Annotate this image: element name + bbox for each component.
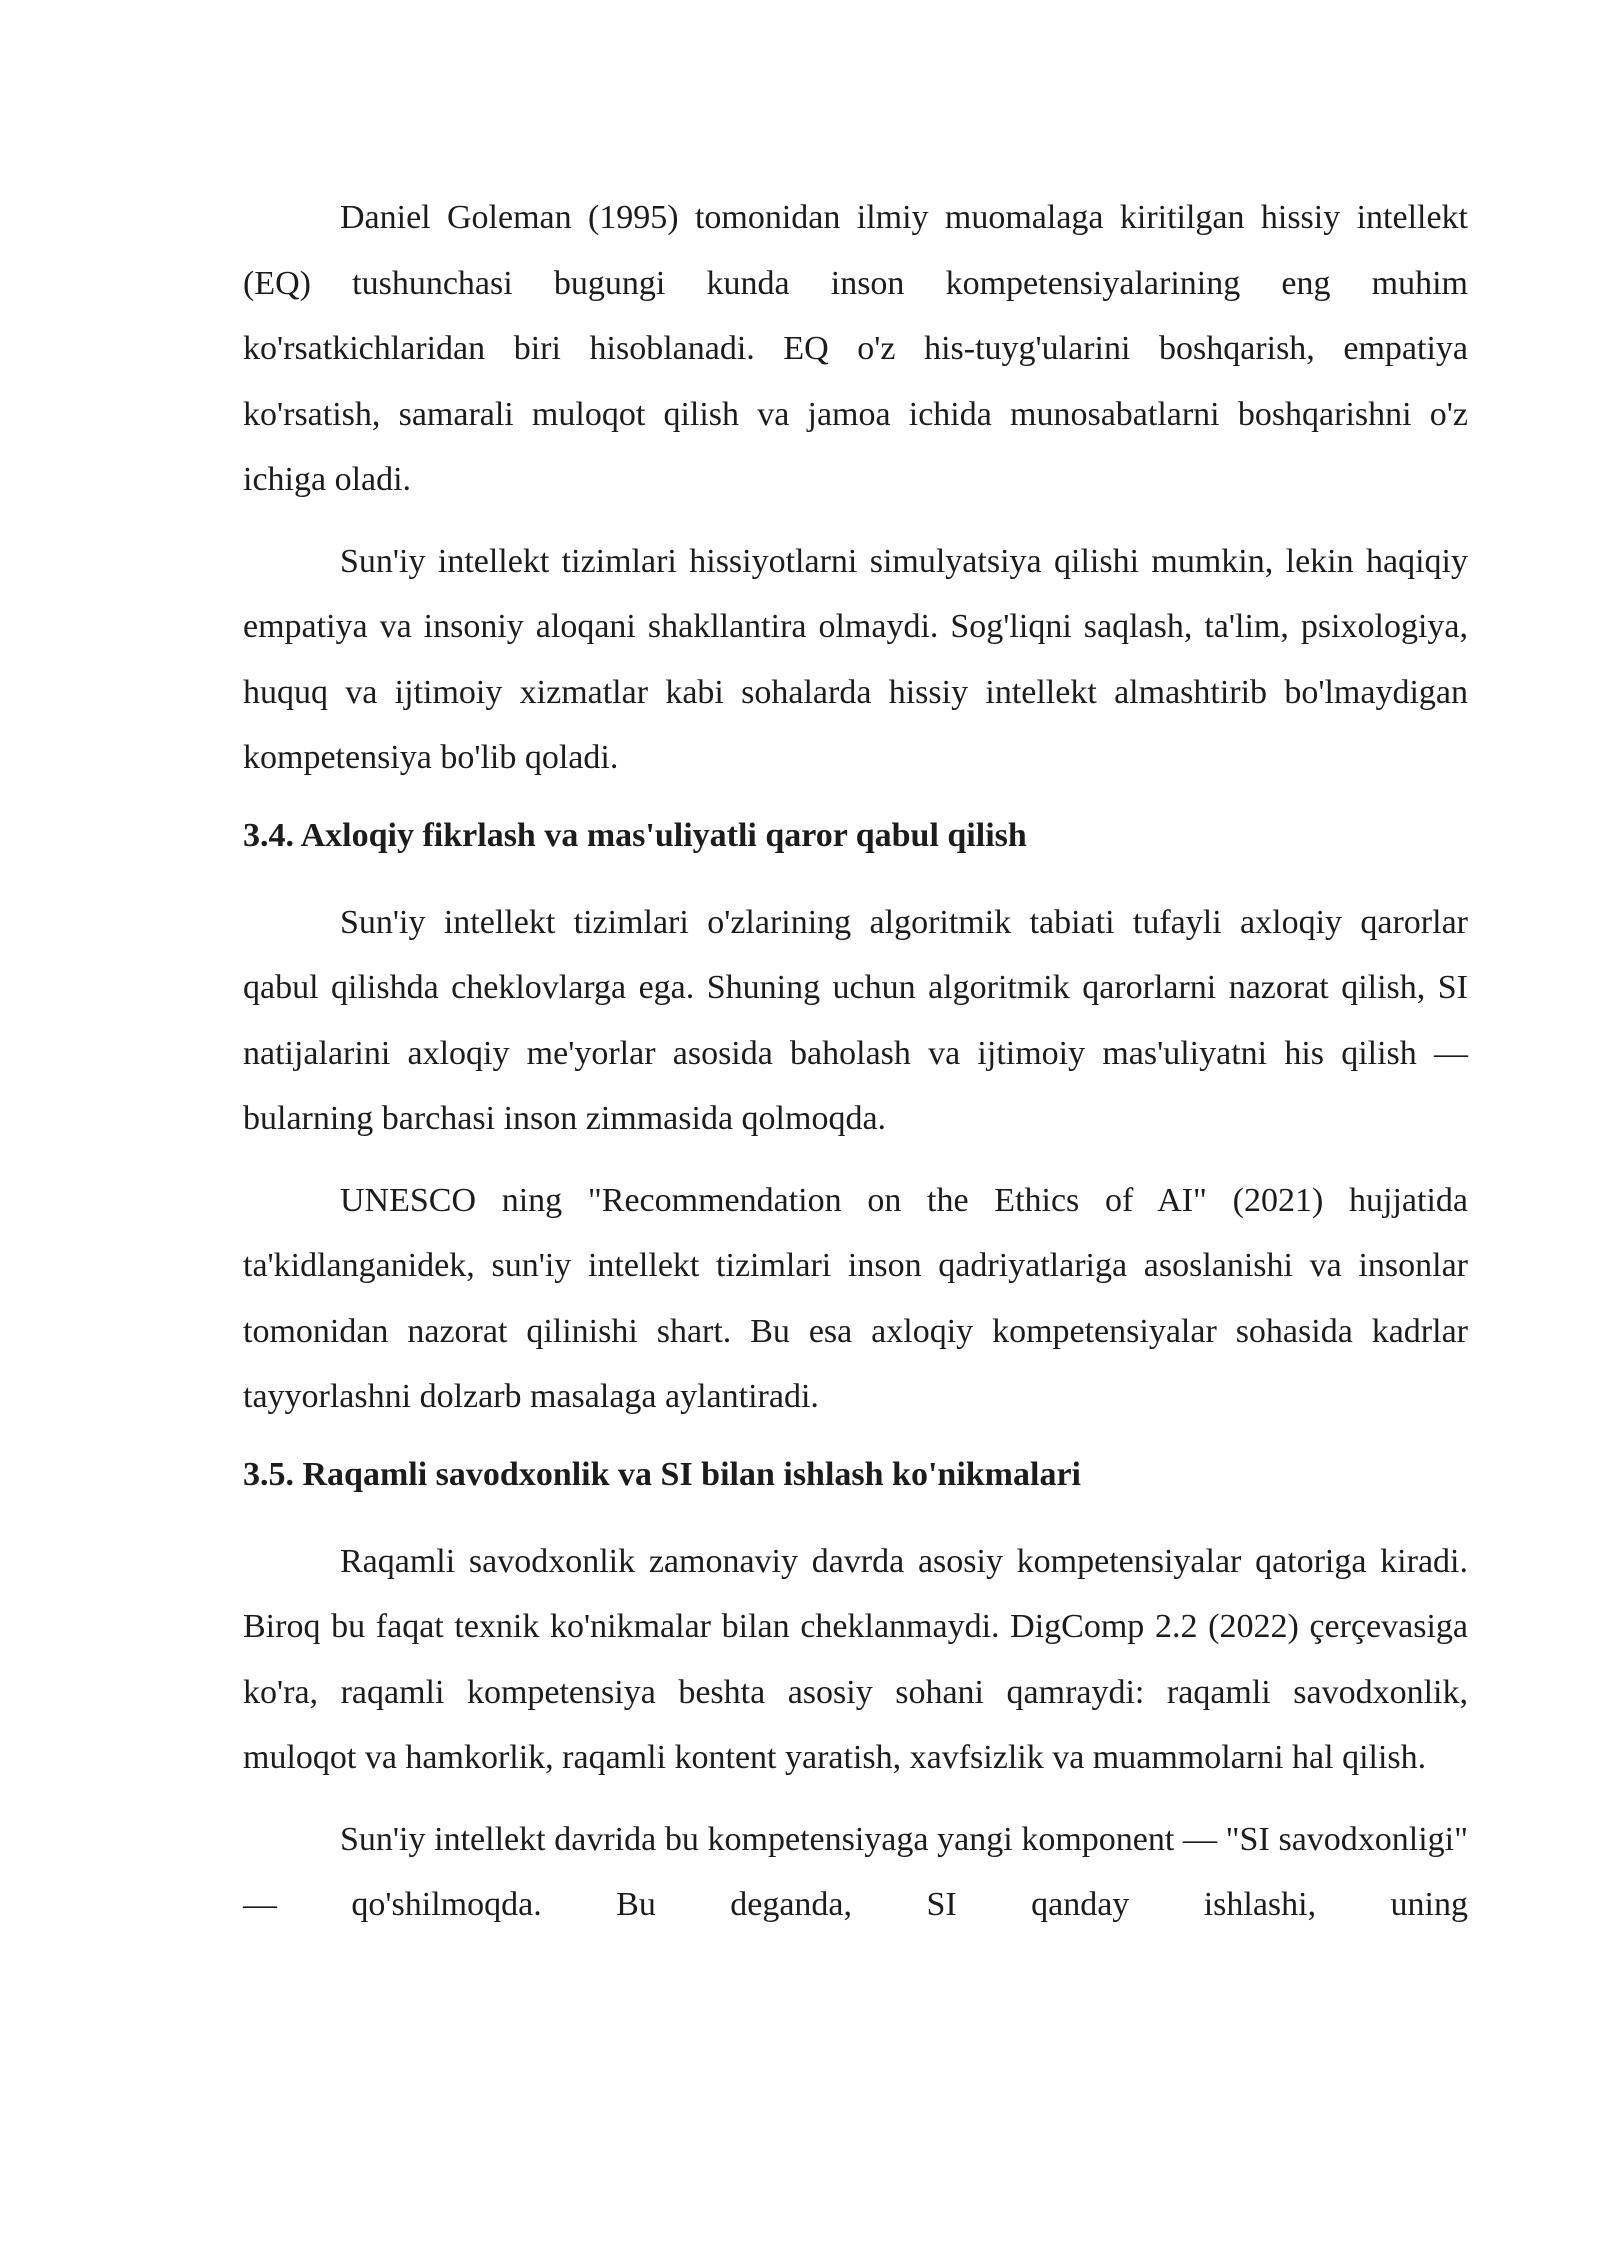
paragraph-unesco-ethics: UNESCO ning "Recommendation on the Ethics of AI" (2021) hujjatida ta'kidlanganidek, sun'iy intellekt tizimlari inson qadriyatlariga asoslanishi va insonlar tomonidan nazorat qilinishi shart. Bu esa axloqiy kompetensiyalar sohasida kadrlar tayyorlashni dolzarb masalaga aylantiradi. bbox=[243, 1181, 1468, 1415]
paragraph-eq-definition: Daniel Goleman (1995) tomonidan ilmiy muomalaga kiritilgan hissiy intellekt (EQ) tushunchasi bugungi kunda inson kompetensiyalarining eng muhim ko'rsatkichlaridan biri hisoblanadi. EQ o'z his-tuyg'ularini boshqarish, empatiya ko'rsatish, samarali muloqot qilish va jamoa ichida munosabatlarni boshqarishni o'z ichiga oladi. bbox=[243, 199, 1468, 498]
section-heading-3-4: 3.4. Axloqiy fikrlash va mas'uliyatli qaror qabul qilish bbox=[243, 816, 1027, 854]
paragraph-ai-empathy: Sun'iy intellekt tizimlari hissiyotlarni simulyatsiya qilishi mumkin, lekin haqiqiy empatiya va insoniy aloqani shakllantira olmaydi. Sog'liqni saqlash, ta'lim, psixologiya, huquq va ijtimoiy xizmatlar kabi sohalarda hissiy intellekt almashtirib bo'lmaydigan kompetensiya bo'lib qoladi. bbox=[243, 542, 1468, 776]
paragraph-ethical-decisions: Sun'iy intellekt tizimlari o'zlarining algoritmik tabiati tufayli axloqiy qarorlar qabul qilishda cheklovlarga ega. Shuning uchun algoritmik qarorlarni nazorat qilish, SI natijalarini axloqiy me'yorlar asosida baholash va ijtimoiy mas'uliyatni his qilish — bularning barchasi inson zimmasida qolmoqda. bbox=[243, 903, 1468, 1137]
paragraph-ai-literacy: Sun'iy intellekt davrida bu kompetensiyaga yangi komponent — "SI savodxonligi" — qo'shilmoqda. Bu deganda, SI qanday ishlashi, uning bbox=[243, 1820, 1468, 1923]
paragraph-digital-literacy: Raqamli savodxonlik zamonaviy davrda asosiy kompetensiyalar qatoriga kiradi. Biroq bu faqat texnik ko'nikmalar bilan cheklanmaydi. DigComp 2.2 (2022) çerçevasiga ko'ra, raqamli kompetensiya beshta asosiy sohani qamraydi: raqamli savodxonlik, muloqot va hamkorlik, raqamli kontent yaratish, xavfsizlik va muammolarni hal qilish. bbox=[243, 1542, 1468, 1776]
section-heading-3-5: 3.5. Raqamli savodxonlik va SI bilan ishlash ko'nikmalari bbox=[243, 1455, 1081, 1493]
document-page bbox=[243, 185, 1468, 1954]
